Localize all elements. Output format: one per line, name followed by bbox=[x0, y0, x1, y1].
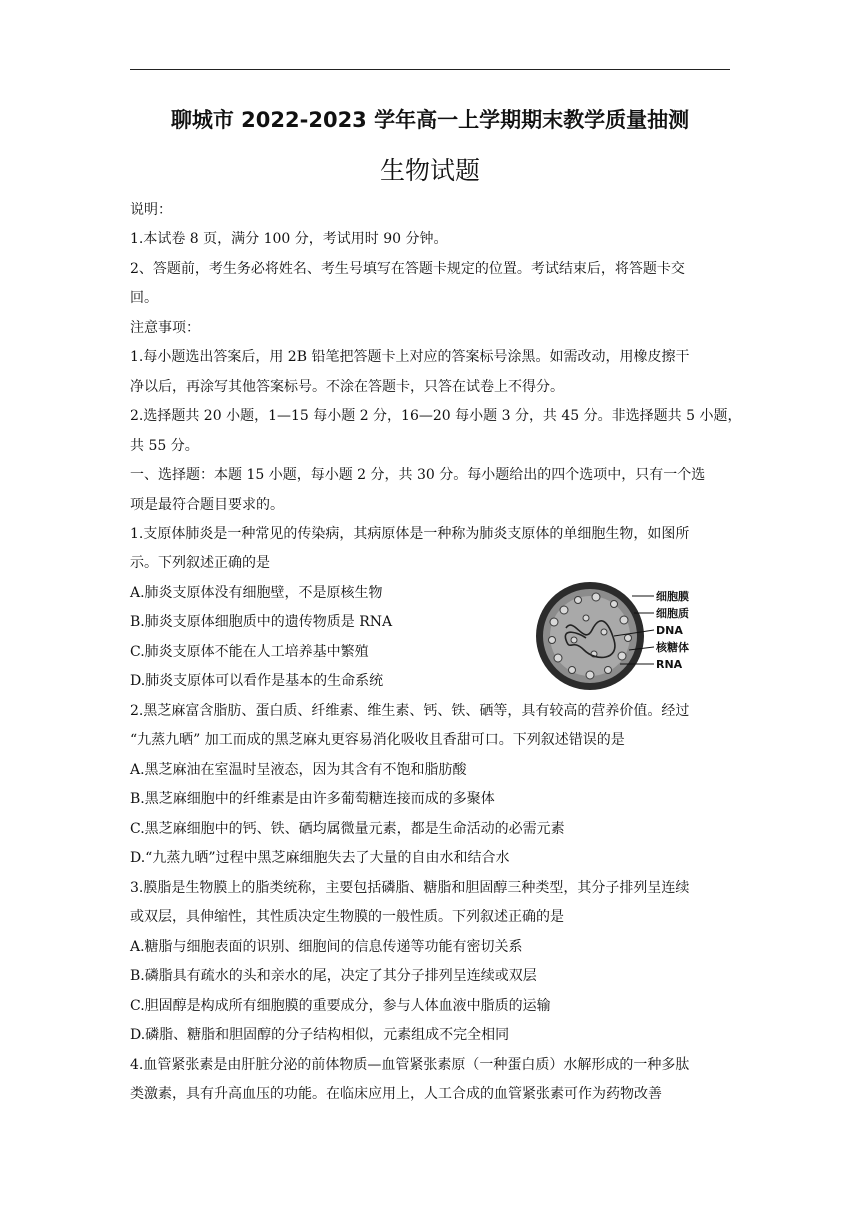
label-dna: DNA bbox=[656, 624, 683, 637]
text-line: 回。 bbox=[130, 290, 158, 306]
option-a: A.肺炎支原体没有细胞壁，不是原核生物 bbox=[130, 585, 383, 601]
text-line: 1.每小题选出答案后，用 2B 铅笔把答题卡上对应的答案标号涂黑。如需改动，用橡皮擦干 bbox=[130, 349, 690, 365]
option-a: A.黑芝麻油在室温时呈液态，因为其含有不饱和脂肪酸 bbox=[130, 762, 467, 778]
option-d: D.磷脂、糖脂和胆固醇的分子结构相似，元素组成不完全相同 bbox=[130, 1027, 510, 1043]
question-stem: 或双层，具伸缩性，其性质决定生物膜的一般性质。下列叙述正确的是 bbox=[130, 909, 564, 925]
section-heading: 一、选择题：本题 15 小题，每小题 2 分，共 30 分。每小题给出的四个选项中，只有一个选 bbox=[130, 467, 706, 483]
option-b: B.磷脂具有疏水的头和亲水的尾，决定了其分子排列呈连续或双层 bbox=[130, 968, 537, 984]
option-b: B.黑芝麻细胞中的纤维素是由许多葡萄糖连接而成的多聚体 bbox=[130, 791, 495, 807]
text-line: 说明： bbox=[130, 202, 172, 218]
label-cytoplasm: 细胞质 bbox=[656, 607, 689, 620]
question-stem: “九蒸九晒” 加工而成的黑芝麻丸更容易消化吸收且香甜可口。下列叙述错误的是 bbox=[130, 732, 625, 748]
exam-subtitle: 生物试题 bbox=[379, 156, 480, 185]
label-ribosome: 核糖体 bbox=[656, 641, 689, 654]
text-line: 项是最符合题目要求的。 bbox=[130, 497, 284, 513]
option-d: D.“九蒸九晒”过程中黑芝麻细胞失去了大量的自由水和结合水 bbox=[130, 850, 510, 866]
question-stem: 示。下列叙述正确的是 bbox=[130, 555, 270, 571]
exam-title: 聊城市 2022-2023 学年高一上学期期末教学质量抽测 bbox=[170, 108, 690, 132]
option-d: D.肺炎支原体可以看作是基本的生命系统 bbox=[130, 673, 384, 689]
option-a: A.糖脂与细胞表面的识别、细胞间的信息传递等功能有密切关系 bbox=[130, 939, 523, 955]
mycoplasma-diagram bbox=[534, 580, 714, 692]
label-cell-membrane: 细胞膜 bbox=[656, 590, 689, 603]
header-rule bbox=[130, 69, 730, 70]
question-stem: 1.支原体肺炎是一种常见的传染病，其病原体是一种称为肺炎支原体的单细胞生物，如图所 bbox=[130, 526, 690, 542]
option-c: C.肺炎支原体不能在人工培养基中繁殖 bbox=[130, 644, 369, 660]
option-b: B.肺炎支原体细胞质中的遗传物质是 RNA bbox=[130, 614, 393, 630]
label-rna: RNA bbox=[656, 658, 683, 671]
question-stem: 3.膜脂是生物膜上的脂类统称，主要包括磷脂、糖脂和胆固醇三种类型，其分子排列呈连续 bbox=[130, 880, 690, 896]
question-stem: 4.血管紧张素是由肝脏分泌的前体物质—血管紧张素原（一种蛋白质）水解形成的一种多肽 bbox=[130, 1057, 690, 1073]
option-c: C.黑芝麻细胞中的钙、铁、硒均属微量元素，都是生命活动的必需元素 bbox=[130, 821, 565, 837]
question-stem: 类激素，具有升高血压的功能。在临床应用上，人工合成的血管紧张素可作为药物改善 bbox=[130, 1086, 662, 1102]
text-line: 净以后，再涂写其他答案标号。不涂在答题卡，只答在试卷上不得分。 bbox=[130, 379, 564, 395]
option-c: C.胆固醇是构成所有细胞膜的重要成分，参与人体血液中脂质的运输 bbox=[130, 998, 551, 1014]
text-line: 1.本试卷 8 页，满分 100 分，考试用时 90 分钟。 bbox=[130, 231, 448, 247]
text-line: 2、答题前，考生务必将姓名、考生号填写在答题卡规定的位置。考试结束后，将答题卡交 bbox=[130, 261, 685, 277]
text-line: 共 55 分。 bbox=[130, 438, 199, 454]
question-stem: 2.黑芝麻富含脂肪、蛋白质、纤维素、维生素、钙、铁、硒等，具有较高的营养价值。经过 bbox=[130, 703, 690, 719]
text-line: 注意事项： bbox=[130, 320, 200, 336]
text-line: 2.选择题共 20 小题，1—15 每小题 2 分，16—20 每小题 3 分，共 45 分。非选择题共 5 小题， bbox=[130, 408, 742, 424]
